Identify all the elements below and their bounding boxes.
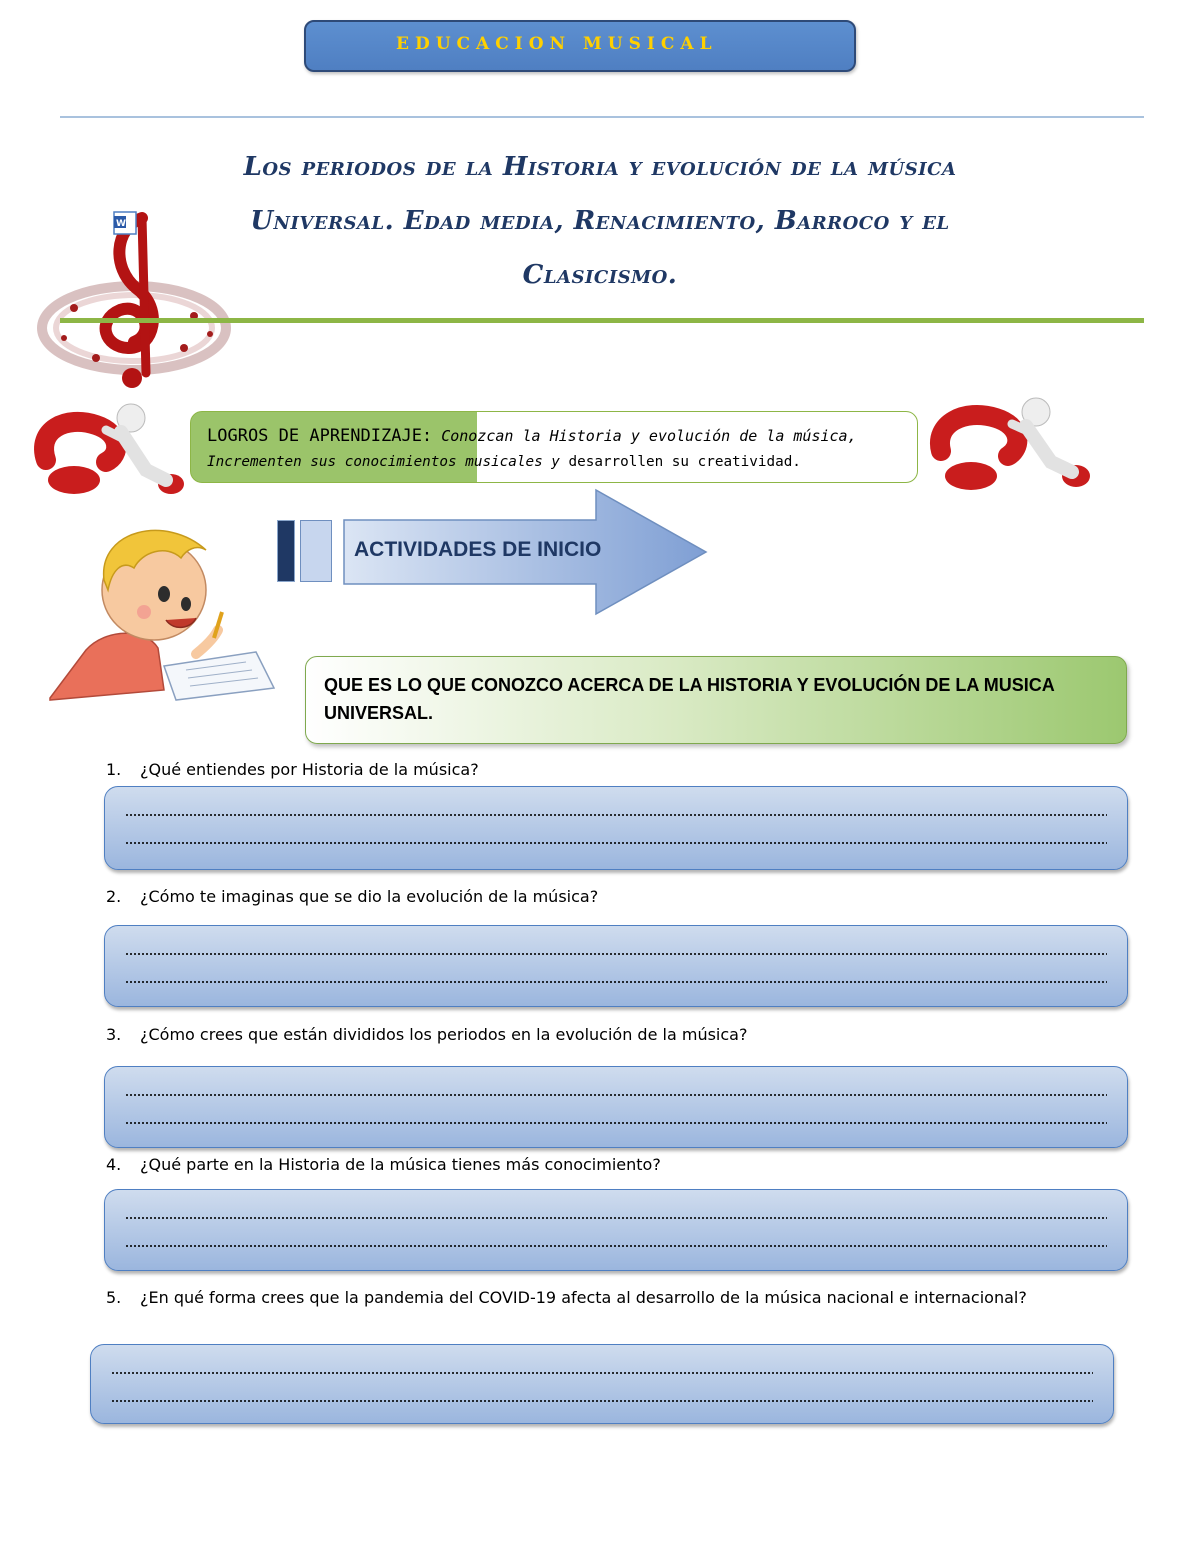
subject-banner xyxy=(304,20,856,72)
question-number: 3. xyxy=(106,1025,122,1044)
question-mark-figure-icon-right xyxy=(926,396,1092,496)
question-3 xyxy=(106,1025,747,1044)
answer-box-4[interactable] xyxy=(104,1189,1128,1271)
question-1 xyxy=(106,760,479,779)
question-text: ¿En qué forma crees que la pandemia del COVID-19 afecta al desarrollo de la música nacional e internacional? xyxy=(140,1288,1027,1307)
subject-label: EDUCACION MUSICAL xyxy=(396,34,718,54)
learning-goals-text-1: Conozcan la Historia y evolución de la música, xyxy=(441,427,857,445)
learning-goals-text-2a: Incrementen sus conocimientos musicales y xyxy=(207,454,560,470)
title-line-2: Universal. Edad media, Renacimiento, Barroco y el xyxy=(250,206,950,236)
answer-line xyxy=(125,1091,1107,1099)
answer-line xyxy=(125,811,1107,819)
intro-question-text: QUE ES LO QUE CONOZCO ACERCA DE LA HISTORIA Y EVOLUCIÓN DE LA MUSICA UNIVERSAL. xyxy=(324,675,1055,723)
question-number: 1. xyxy=(106,760,122,779)
question-text: ¿Qué parte en la Historia de la música tienes más conocimiento? xyxy=(140,1155,661,1174)
question-5 xyxy=(106,1288,1027,1307)
question-number: 2. xyxy=(106,887,122,906)
answer-box-5[interactable] xyxy=(90,1344,1114,1424)
title-line-1: Los periodos de la Historia y evolución de la música xyxy=(243,152,957,182)
decor-bar-light xyxy=(300,520,332,582)
question-2 xyxy=(106,887,598,906)
top-divider xyxy=(60,116,1144,118)
learning-goals-label: LOGROS DE APRENDIZAJE: xyxy=(207,426,433,446)
intro-question-banner xyxy=(305,656,1127,744)
answer-line xyxy=(125,1119,1107,1127)
question-text: ¿Cómo te imaginas que se dio la evolución de la música? xyxy=(140,887,599,906)
question-number: 4. xyxy=(106,1155,122,1174)
question-4 xyxy=(106,1155,661,1174)
question-number: 5. xyxy=(106,1288,122,1307)
answer-line xyxy=(125,978,1107,986)
learning-goals-text-2b: desarrollen su creatividad. xyxy=(559,454,801,470)
answer-line xyxy=(111,1369,1093,1377)
question-mark-figure-icon xyxy=(26,400,186,500)
boy-writing-icon xyxy=(46,520,286,704)
svg-text:W: W xyxy=(116,219,126,229)
title-line-3: Clasicismo. xyxy=(522,260,678,290)
start-activities-label: ACTIVIDADES DE INICIO xyxy=(354,538,602,561)
decor-bar-dark xyxy=(277,520,295,582)
answer-line xyxy=(125,1242,1107,1250)
answer-box-1[interactable] xyxy=(104,786,1128,870)
learning-goals-line-1 xyxy=(207,426,857,446)
answer-box-3[interactable] xyxy=(104,1066,1128,1148)
answer-box-2[interactable] xyxy=(104,925,1128,1007)
answer-line xyxy=(125,950,1107,958)
page-title xyxy=(100,140,1100,302)
learning-goals-line-2 xyxy=(207,454,801,470)
question-text: ¿Cómo crees que están divididos los periodos en la evolución de la música? xyxy=(140,1025,748,1044)
answer-line xyxy=(111,1397,1093,1405)
answer-line xyxy=(125,1214,1107,1222)
green-divider xyxy=(60,318,1144,323)
answer-line xyxy=(125,839,1107,847)
learning-goals-box xyxy=(190,411,918,483)
question-text: ¿Qué entiendes por Historia de la música? xyxy=(140,760,479,779)
